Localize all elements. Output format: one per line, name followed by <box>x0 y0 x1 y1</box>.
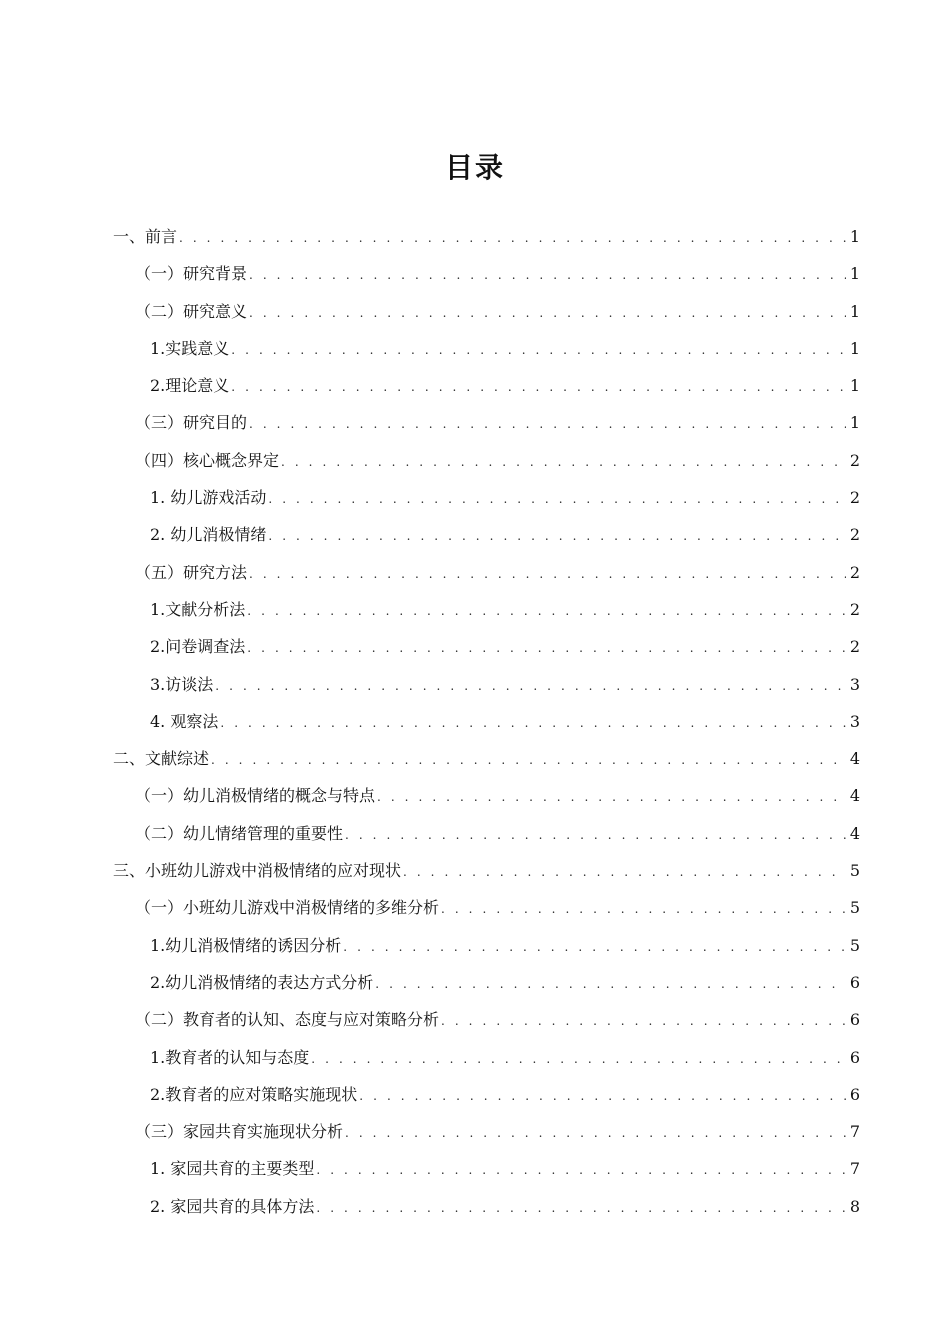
toc-entry-label: 一、前言 <box>113 227 178 246</box>
toc-entry-page-number: 2 <box>849 488 860 508</box>
toc-entry-label: （四）核心概念界定 <box>135 450 280 470</box>
toc-entry[interactable] <box>113 516 860 553</box>
toc-entry-label: 2. 幼儿消极情绪 <box>150 525 267 545</box>
dot-leader <box>249 556 846 593</box>
toc-entry-label: （一）小班幼儿游戏中消极情绪的多维分析 <box>135 898 440 918</box>
toc-entry-label: （三）家园共育实施现状分析 <box>135 1122 344 1142</box>
toc-entry-label: （一）幼儿消极情绪的概念与特点 <box>135 786 376 806</box>
toc-entry-page-number: 5 <box>849 861 860 881</box>
toc-entry[interactable] <box>113 1001 860 1038</box>
toc-entry[interactable] <box>113 554 860 591</box>
toc-entry[interactable] <box>113 666 860 703</box>
toc-entry-label: （二）教育者的认知、态度与应对策略分析 <box>135 1010 440 1030</box>
toc-entry[interactable] <box>113 703 860 740</box>
toc-entry-page-number: 6 <box>849 1084 860 1104</box>
toc-entry-label: （二）研究意义 <box>135 301 248 321</box>
toc-entry[interactable] <box>113 293 860 330</box>
dot-leader <box>316 1152 845 1189</box>
toc-entry-page-number: 2 <box>849 637 860 657</box>
toc-entry[interactable] <box>113 852 860 889</box>
dot-leader <box>345 817 846 854</box>
dot-leader <box>343 929 846 966</box>
dot-leader <box>249 257 846 294</box>
toc-entry-label: 2. 家园共育的具体方法 <box>150 1196 315 1216</box>
toc-entry-page-number: 2 <box>849 562 860 582</box>
toc-entry-page-number: 3 <box>849 711 860 731</box>
dot-leader <box>179 220 846 257</box>
toc-entry[interactable] <box>113 777 860 814</box>
dot-leader <box>231 332 846 369</box>
toc-entry-label: 2.问卷调查法 <box>150 637 246 657</box>
toc-entry[interactable] <box>113 1150 860 1187</box>
toc-entry-label: 二、文献综述 <box>113 749 210 769</box>
toc-entry-page-number: 1 <box>849 301 860 321</box>
toc-entry-page-number: 1 <box>849 264 860 284</box>
toc-entry[interactable] <box>113 815 860 852</box>
dot-leader <box>247 630 846 667</box>
dot-leader <box>359 1078 846 1115</box>
toc-entry-label: 2.幼儿消极情绪的表达方式分析 <box>150 972 374 992</box>
toc-entry[interactable] <box>113 442 860 479</box>
toc-entry[interactable] <box>113 367 860 404</box>
toc-entry[interactable] <box>113 1039 860 1076</box>
toc-entry-label: （二）幼儿情绪管理的重要性 <box>135 823 344 843</box>
dot-leader <box>281 444 846 481</box>
toc-entry-label: 1. 家园共育的主要类型 <box>150 1159 315 1179</box>
toc-entry-label: 4. 观察法 <box>150 711 219 731</box>
toc-entry-label: 2.教育者的应对策略实施现状 <box>150 1084 358 1104</box>
toc-entry-page-number: 2 <box>849 525 860 545</box>
toc-entry[interactable] <box>113 1113 860 1150</box>
toc-entry-label: （五）研究方法 <box>135 562 248 582</box>
dot-leader <box>441 891 846 928</box>
dot-leader <box>375 966 846 1003</box>
toc-entry-label: 1.幼儿消极情绪的诱因分析 <box>150 935 342 955</box>
toc-entry-page-number: 1 <box>849 413 860 433</box>
dot-leader <box>316 1190 845 1227</box>
toc-entry-label: 三、小班幼儿游戏中消极情绪的应对现状 <box>113 861 402 881</box>
toc-entry[interactable] <box>113 740 860 777</box>
toc-entry[interactable] <box>113 964 860 1001</box>
toc-entry-page-number: 4 <box>849 749 860 769</box>
toc-entry-label: 1.实践意义 <box>150 338 230 358</box>
dot-leader <box>231 369 846 406</box>
dot-leader <box>403 854 846 891</box>
dot-leader <box>311 1041 846 1078</box>
toc-entry[interactable] <box>113 628 860 665</box>
toc-entry-label: 2.理论意义 <box>150 376 230 396</box>
toc-entry-page-number: 6 <box>849 972 860 992</box>
dot-leader <box>377 779 846 816</box>
toc-entry-page-number: 5 <box>849 935 860 955</box>
dot-leader <box>249 295 846 332</box>
toc-entry-label: （三）研究目的 <box>135 413 248 433</box>
toc-entry-page-number: 6 <box>849 1010 860 1030</box>
toc-entry-label: 1.文献分析法 <box>150 599 246 619</box>
toc-entry[interactable] <box>113 255 860 292</box>
toc-entry[interactable] <box>113 218 860 255</box>
toc-entry[interactable] <box>113 591 860 628</box>
page-title: 目录 <box>444 151 505 184</box>
toc-entry-page-number: 1 <box>849 338 860 358</box>
dot-leader <box>441 1003 846 1040</box>
toc-entry-page-number: 1 <box>849 376 860 396</box>
toc-entry-page-number: 3 <box>849 674 860 694</box>
toc-entry[interactable] <box>113 1076 860 1113</box>
toc-entry-label: 1. 幼儿游戏活动 <box>150 488 267 508</box>
toc-entry-label: （一）研究背景 <box>135 264 248 284</box>
toc-entry[interactable] <box>113 927 860 964</box>
dot-leader <box>249 406 846 443</box>
dot-leader <box>215 668 846 705</box>
toc-entry-label: 1.教育者的认知与态度 <box>150 1047 310 1067</box>
toc-entry[interactable] <box>113 404 860 441</box>
dot-leader <box>220 705 845 742</box>
toc-entry[interactable] <box>113 479 860 516</box>
toc-entry-page-number: 1 <box>849 227 860 246</box>
toc-entry-label: 3.访谈法 <box>150 674 214 694</box>
toc-entry[interactable] <box>113 330 860 367</box>
dot-leader <box>268 518 845 555</box>
toc-entry-page-number: 4 <box>849 786 860 806</box>
toc-entry-page-number: 4 <box>849 823 860 843</box>
toc-entry-page-number: 7 <box>849 1159 860 1179</box>
toc-entry-page-number: 5 <box>849 898 860 918</box>
toc-entry-page-number: 7 <box>849 1122 860 1142</box>
toc-entry-page-number: 8 <box>849 1196 860 1216</box>
dot-leader <box>268 481 845 518</box>
table-of-contents <box>113 218 860 1225</box>
dot-leader <box>247 593 846 630</box>
toc-entry-page-number: 2 <box>849 450 860 470</box>
toc-entry-page-number: 6 <box>849 1047 860 1067</box>
toc-entry[interactable] <box>113 1188 860 1225</box>
toc-entry-page-number: 2 <box>849 599 860 619</box>
toc-entry[interactable] <box>113 889 860 926</box>
dot-leader <box>211 742 846 779</box>
dot-leader <box>345 1115 846 1152</box>
